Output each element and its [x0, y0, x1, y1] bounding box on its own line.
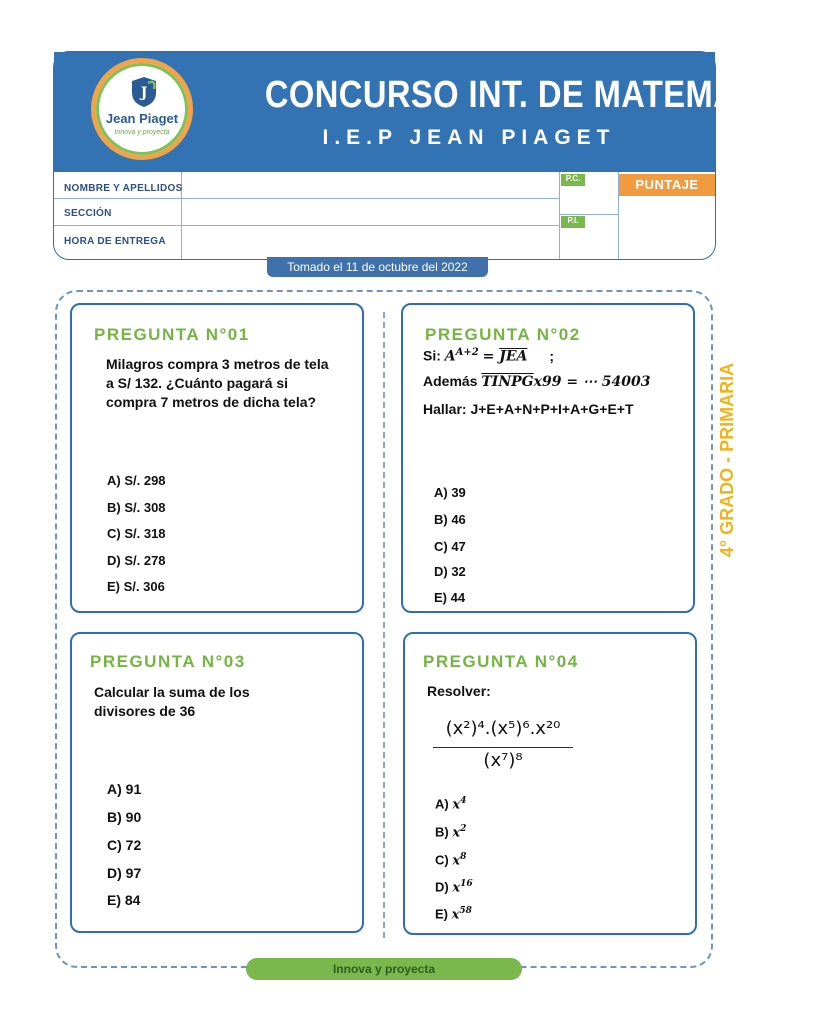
question-text: Milagros compra 3 metros de tela a S/ 132. ¿Cuánto pagará si compra 7 metros de dicha tela?	[106, 356, 329, 410]
math-base: A	[444, 348, 456, 365]
option-letter: B)	[435, 824, 449, 840]
center-divider	[383, 312, 385, 938]
question-card-4	[403, 632, 697, 935]
section-field[interactable]	[182, 199, 558, 224]
contest-title: CONCURSO INT. DE MATEMÁTICA	[264, 74, 815, 116]
option-d[interactable]: D) 32	[434, 564, 466, 579]
semicolon: ;	[549, 347, 554, 364]
option-letter: D)	[435, 879, 449, 895]
option-a[interactable]: A) 39	[434, 485, 466, 500]
option-e[interactable]: E) 84	[107, 892, 141, 908]
fraction-denominator: (x⁷)⁸	[483, 750, 523, 771]
question-card-2	[401, 303, 695, 613]
option-base: x	[452, 825, 461, 841]
question-line-3: Hallar: J+E+A+N+P+I+A+G+E+T	[423, 401, 634, 417]
question-card-3	[70, 632, 364, 933]
option-b[interactable]: B) S/. 308	[107, 500, 166, 515]
divider	[559, 172, 560, 259]
option-e[interactable]: E) 44	[434, 590, 466, 605]
question-title: PREGUNTA N°04	[423, 652, 579, 671]
option-letter: A)	[435, 796, 449, 812]
fraction-numerator: (x²)⁴.(x⁵)⁶.x²⁰	[445, 718, 561, 739]
svg-text:J: J	[140, 85, 148, 101]
math-overline: $\overline{JEA}$	[499, 348, 528, 365]
question-card-1	[70, 303, 364, 613]
school-logo	[91, 58, 193, 160]
option-exponent: 4	[460, 796, 467, 806]
field-label-time: HORA DE ENTREGA	[64, 236, 166, 247]
question-line-2	[423, 372, 651, 392]
option-d[interactable]: D) 97	[107, 865, 142, 881]
date-note: Tomado el 11 de octubre del 2022	[267, 257, 488, 277]
grade-label-text: 4° GRADO - PRIMARIA	[717, 362, 737, 558]
header-banner	[54, 52, 815, 172]
si-label: Si:	[423, 347, 441, 364]
option-exponent: 8	[460, 852, 467, 862]
option-letter: E)	[435, 906, 448, 922]
option-exponent: 16	[460, 879, 473, 889]
grade-label	[705, 360, 745, 560]
ademas-label: Además	[423, 373, 478, 389]
option-exponent: 58	[459, 906, 472, 916]
option-c[interactable]	[435, 852, 466, 868]
shield-icon	[130, 77, 158, 107]
option-base: x	[452, 853, 461, 869]
school-name: I.E.P JEAN PIAGET	[322, 126, 616, 149]
option-a[interactable]: A) S/. 298	[107, 473, 166, 488]
math-overline: TINPG	[481, 374, 534, 390]
score-label: PUNTAJE	[619, 174, 715, 196]
option-a[interactable]: A) 91	[107, 781, 142, 797]
option-b[interactable]	[435, 824, 466, 840]
exam-header	[53, 51, 815, 260]
option-d[interactable]: D) S/. 278	[107, 553, 166, 568]
option-b[interactable]: B) 46	[434, 512, 466, 527]
pi-tag: P.I.	[561, 216, 585, 228]
option-c[interactable]: C) 72	[107, 837, 142, 853]
question-text: Calcular la suma de los divisores de 36	[94, 684, 250, 719]
math-expression: x99 = ⋯ 54003	[533, 374, 651, 390]
field-label-section: SECCIÓN	[64, 208, 112, 219]
question-line-1: Si: $A^{A+2} = \overline{JEA}$ ;	[423, 347, 554, 365]
score-box[interactable]	[620, 197, 714, 257]
option-c[interactable]: C) 47	[434, 539, 466, 554]
logo-name: Jean Piaget	[105, 111, 179, 126]
logo-slogan: Innova y proyecta	[114, 129, 170, 136]
question-title: PREGUNTA N°02	[425, 325, 581, 344]
option-base: x	[451, 907, 460, 923]
option-e[interactable]	[435, 906, 472, 922]
time-field[interactable]	[182, 226, 558, 258]
option-letter: C)	[435, 852, 449, 868]
divider	[559, 214, 619, 215]
option-a[interactable]	[435, 796, 466, 812]
option-exponent: 2	[460, 824, 467, 834]
question-title: PREGUNTA N°03	[90, 652, 246, 671]
footer-slogan: Innova y proyecta	[246, 958, 522, 980]
name-field[interactable]	[182, 173, 558, 197]
math-exponent: A+2	[455, 347, 479, 358]
option-e[interactable]: E) S/. 306	[107, 579, 165, 594]
question-title: PREGUNTA N°01	[94, 325, 250, 344]
field-label-name: NOMBRE Y APELLIDOS	[64, 183, 183, 194]
option-base: x	[452, 797, 461, 813]
fraction-bar	[433, 747, 573, 748]
option-b[interactable]: B) 90	[107, 809, 142, 825]
option-c[interactable]: C) S/. 318	[107, 526, 166, 541]
option-d[interactable]	[435, 879, 473, 895]
option-base: x	[452, 880, 461, 896]
question-text: Resolver:	[427, 683, 491, 699]
pc-tag: P.C.	[561, 174, 585, 186]
